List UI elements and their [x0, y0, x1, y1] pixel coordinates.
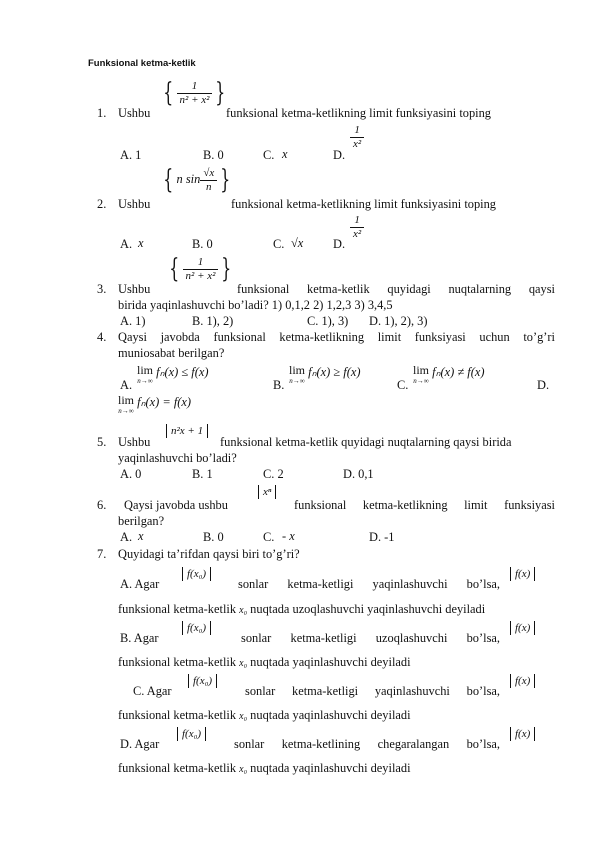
option-c: C. 1), 3) [307, 314, 349, 328]
option-c-math: √x [291, 236, 304, 250]
option-b-text-line2: funksional ketma-ketlik x₀ nuqtada yaqinlashuvchi deyiladi [118, 655, 411, 669]
option-b: B. [273, 378, 285, 392]
option-c: C. [263, 530, 275, 544]
sequence-expression: { $\frac{1}{\text{n² + x²}}$ } [169, 254, 232, 284]
question-text: Quyidagi ta’rifdan qaysi biri to’g’ri? [118, 547, 300, 561]
option-c: C. [263, 148, 275, 162]
fx0-expression: f(x₀) [182, 620, 211, 635]
option-d-text-line2: funksional ketma-ketlik x₀ nuqtada yaqinlashuvchi deyiladi [118, 761, 411, 775]
option-d-math: lim n→∞ fₙ(x) = f(x) [118, 393, 192, 415]
option-d: D. 1), 2), 3) [369, 314, 428, 328]
fx0-expression: f(x₀) [182, 566, 211, 581]
option-a: A. Agar [120, 577, 160, 591]
fx-expression: f(x) [510, 620, 535, 635]
page-title: Funksional ketma-ketlik [88, 58, 196, 69]
option-b-math: lim n→∞ fₙ(x) ≥ f(x) [289, 363, 361, 385]
sequence-expression: n²x + 1 [166, 423, 208, 438]
option-a: A. 0 [120, 467, 142, 481]
option-c-math: lim n→∞ fₙ(x) ≠ f(x) [413, 363, 485, 385]
option-a-text-line2: funksional ketma-ketlik x₀ nuqtada uzoqlashuvchi yaqinlashuvchi deyiladi [118, 602, 486, 616]
option-b: B. 1 [192, 467, 213, 481]
option-a-math: x [138, 529, 144, 543]
question-number: 6. [97, 498, 107, 512]
question-lead: Ushbu [118, 197, 151, 211]
option-c-text-line2: funksional ketma-ketlik x₀ nuqtada yaqinlashuvchi deyiladi [118, 708, 411, 722]
option-d: D. [537, 378, 550, 392]
fx-expression: f(x) [510, 673, 535, 688]
question-text: funksional ketma-ketlikning limit funksiyasini toping [226, 106, 491, 120]
fx0-expression: f(x₀) [188, 673, 217, 688]
option-d-fraction: $\frac{1}{\text{x²}}$ [350, 214, 364, 241]
option-a-text: sonlar ketma-ketligi yaqinlashuvchi bo’lsa, [238, 577, 500, 591]
option-d: D. -1 [369, 530, 395, 544]
question-text-line2: muniosabat berilgan? [118, 346, 225, 360]
sequence-expression: xⁿ [258, 484, 276, 499]
option-d-text: sonlar ketma-ketlining chegaralangan bo’lsa, [234, 737, 500, 751]
option-c: C. 2 [263, 467, 284, 481]
option-a: A. [120, 237, 133, 251]
question-number: 5. [97, 435, 107, 449]
question-text-line2: yaqinlashuvchi bo’ladi? [118, 451, 237, 465]
option-b: B. Agar [120, 631, 159, 645]
question-text: Qaysi javobda funksional ketma-ketlikning limit funksiyasi uchun to’g’ri [118, 330, 555, 344]
question-text: funksional ketma-ketlikning limit funksiyasini toping [231, 197, 496, 211]
option-b: B. 0 [203, 148, 224, 162]
option-a: A. [120, 530, 133, 544]
question-number: 7. [97, 547, 107, 561]
question-text-line2: birida yaqinlashuvchi bo’ladi? 1) 0,1,2 2) 1,2,3 3) 3,4,5 [118, 298, 393, 312]
sequence-expression: { n sin $\frac{√x}{n}$ } [163, 165, 231, 195]
option-d: D. [333, 237, 346, 251]
option-c: C. Agar [133, 684, 172, 698]
question-number: 3. [97, 282, 107, 296]
question-lead: Ushbu [118, 435, 151, 449]
question-lead: Ushbu [118, 282, 151, 296]
fx-expression: f(x) [510, 726, 535, 741]
question-text: funksional ketma-ketlikning limit funksiyasi [294, 498, 555, 512]
question-lead: Ushbu [118, 106, 151, 120]
option-c-text: sonlar ketma-ketligi yaqinlashuvchi bo’lsa, [245, 684, 500, 698]
question-number: 2. [97, 197, 107, 211]
question-number: 1. [97, 106, 107, 120]
option-c: C. [397, 378, 409, 392]
option-d-fraction: $\frac{1}{\text{x²}}$ [350, 124, 364, 151]
option-d: D. [333, 148, 346, 162]
question-lead: Qaysi javobda ushbu [124, 498, 228, 512]
option-d: D. 0,1 [343, 467, 374, 481]
option-c-math: - x [282, 529, 295, 543]
option-d: D. Agar [120, 737, 160, 751]
option-a: A. 1 [120, 148, 142, 162]
question-text: funksional ketma-ketlik quyidagi nuqtalarning qaysi birida [220, 435, 512, 449]
option-b: B. 0 [203, 530, 224, 544]
fx0-expression: f(x₀) [177, 726, 206, 741]
option-b-text: sonlar ketma-ketligi uzoqlashuvchi bo’lsa, [241, 631, 500, 645]
question-number: 4. [97, 330, 107, 344]
option-b: B. 1), 2) [192, 314, 234, 328]
option-a: A. 1) [120, 314, 146, 328]
option-b: B. 0 [192, 237, 213, 251]
option-c: C. [273, 237, 285, 251]
option-a-math: lim n→∞ fₙ(x) ≤ f(x) [137, 363, 209, 385]
question-text-line2: berilgan? [118, 514, 165, 528]
option-a: A. [120, 378, 133, 392]
fx-expression: f(x) [510, 566, 535, 581]
question-text: funksional ketma-ketlik quyidagi nuqtalarning qaysi [237, 282, 555, 296]
option-c-math: x [282, 147, 288, 161]
option-a-math: x [138, 236, 144, 250]
sequence-expression: { $\frac{1}{\text{n² + x²}}$ } [163, 78, 226, 108]
